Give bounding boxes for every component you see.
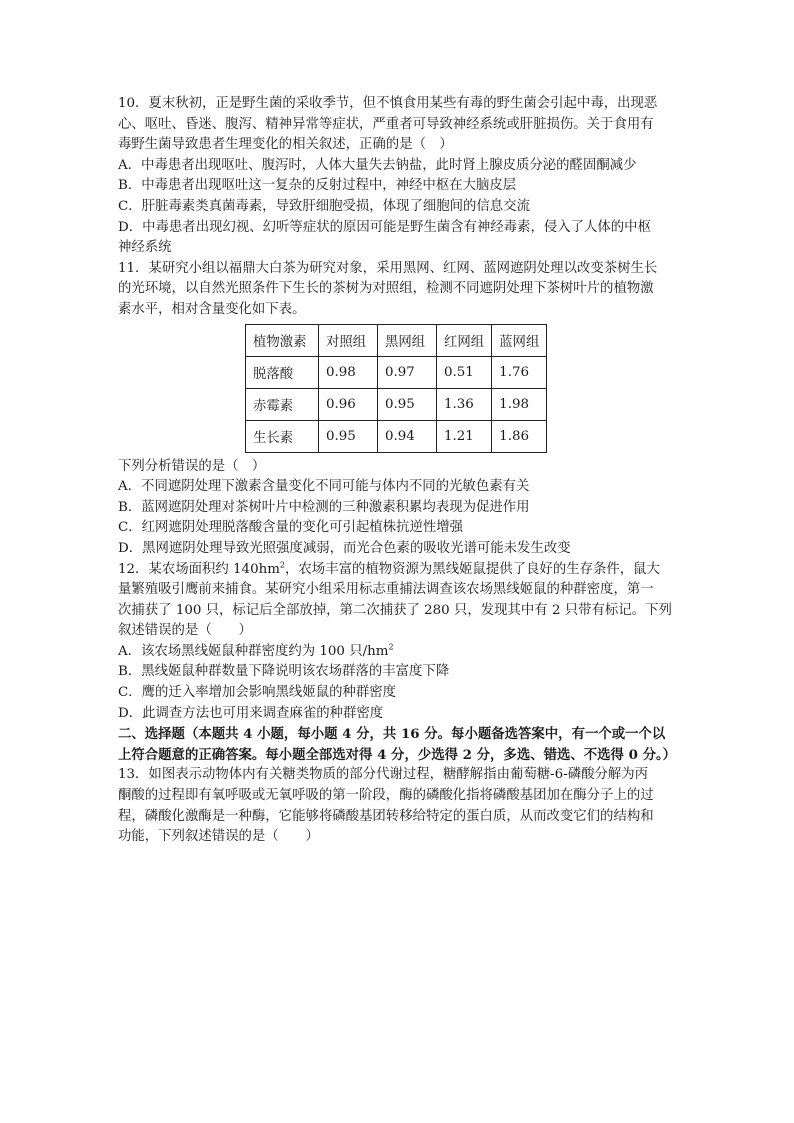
section-2-line-2: 上符合题意的正确答案。每小题全部选对得 4 分，少选得 2 分，多选、错选、不选得 0 分。）	[118, 746, 677, 763]
table-cell: 生长素	[246, 420, 319, 452]
question-10	[118, 94, 678, 259]
table-header-row	[246, 324, 547, 356]
table-header-cell: 植物激素	[246, 324, 319, 356]
q11-option-b: B．蓝网遮阴处理对茶树叶片中检测的三种激素积累均表现为促进作用	[118, 499, 530, 515]
q12-option-d: D．此调查方法也可用来调查麻雀的种群密度	[118, 705, 384, 721]
q12-line-1-tail: ，农场丰富的植物资源为黑线姬鼠提供了良好的生存条件，鼠大	[285, 561, 660, 577]
question-11	[118, 259, 678, 560]
table-cell: 0.51	[437, 356, 492, 388]
q10-line-3: 毒野生菌导致患者生理变化的相关叙述，正确的是（ ）	[118, 137, 453, 153]
question-12	[118, 560, 678, 725]
table-cell: 0.97	[378, 356, 437, 388]
table-cell: 0.95	[319, 420, 378, 452]
table-cell: 赤霉素	[246, 388, 319, 420]
q11-option-c: C．红网遮阴处理脱落酸含量的变化可引起植株抗逆性增强	[118, 520, 464, 536]
q11-line-1: 11．某研究小组以福鼎大白茶为研究对象，采用黑网、红网、蓝网遮阴处理以改变茶树生长	[118, 260, 658, 276]
table-header-cell: 红网组	[437, 324, 492, 356]
q11-line-3: 素水平，相对含量变化如下表。	[118, 301, 306, 317]
q10-line-2: 心、呕吐、昏迷、腹泻、精神异常等症状，严重者可导致神经系统或肝脏损伤。关于食用有	[118, 116, 654, 132]
table-row	[246, 388, 547, 420]
q12-option-a-text: A．该农场黑线姬鼠种群密度约为 100 只/hm	[118, 643, 389, 659]
table-cell: 1.36	[437, 388, 492, 420]
q12-option-a	[118, 642, 678, 663]
q10-option-d: D．中毒患者出现幻视、幻听等症状的原因可能是野生菌含有神经毒素，侵入了人体的中枢	[118, 219, 651, 235]
table-row	[246, 420, 547, 452]
q10-option-c: C．肝脏毒素类真菌毒素，导致肝细胞受损，体现了细胞间的信息交流	[118, 198, 530, 214]
q12-line-1	[118, 560, 678, 581]
q10-option-b: B．中毒患者出现呕吐这一复杂的反射过程中，神经中枢在大脑皮层	[118, 178, 517, 194]
table-cell: 1.76	[492, 356, 547, 388]
exam-page	[118, 94, 678, 848]
q13-line-3: 程，磷酸化激酶是一种酶，它能够将磷酸基团转移给特定的蛋白质，从而改变它们的结构和	[118, 808, 654, 824]
section-2-line-1: 二、选择题（本题共 4 小题，每小题 4 分，共 16 分。每小题备选答案中，有一个或一个以	[118, 726, 666, 743]
q13-line-4: 功能，下列叙述错误的是（ ）	[118, 829, 319, 845]
table-cell: 1.98	[492, 388, 547, 420]
q10-option-d-cont: 神经系统	[118, 240, 172, 256]
table-cell: 0.95	[378, 388, 437, 420]
table-cell: 1.21	[437, 420, 492, 452]
q10-option-a: A．中毒患者出现呕吐、腹泻时，人体大量失去钠盐，此时肾上腺皮质分泌的醛固酮减少	[118, 157, 637, 173]
table-cell: 脱落酸	[246, 356, 319, 388]
table-header-cell: 蓝网组	[492, 324, 547, 356]
q12-line-2: 量繁殖吸引鹰前来捕食。某研究小组采用标志重捕法调查该农场黑线姬鼠的种群密度，第一	[118, 582, 654, 598]
q11-option-d: D．黑网遮阴处理导致光照强度减弱，而光合色素的吸收光谱可能未发生改变	[118, 540, 571, 556]
q12-line-4: 叙述错误的是（ ）	[118, 623, 252, 639]
table-cell: 0.94	[378, 420, 437, 452]
q12-option-b: B．黑线姬鼠种群数量下降说明该农场群落的丰富度下降	[118, 664, 450, 680]
table-cell: 0.98	[319, 356, 378, 388]
question-13	[118, 765, 678, 847]
table-header-cell: 黑网组	[378, 324, 437, 356]
q11-line-2: 的光环境，以自然光照条件下生长的茶树为对照组，检测不同遮阴处理下茶树叶片的植物激	[118, 281, 654, 297]
superscript: 2	[388, 642, 394, 652]
table-header-cell: 对照组	[319, 324, 378, 356]
q12-line-1-text: 12．某农场面积约 140hm	[118, 561, 280, 577]
hormone-table	[245, 324, 547, 453]
superscript: 2	[279, 560, 286, 570]
section-2-heading	[118, 724, 678, 765]
table-cell: 0.96	[319, 388, 378, 420]
q11-stem: 下列分析错误的是（ ）	[118, 458, 266, 474]
table-cell: 1.86	[492, 420, 547, 452]
q12-option-c: C．鹰的迁入率增加会影响黑线姬鼠的种群密度	[118, 685, 397, 701]
q13-line-2: 酮酸的过程即有氧呼吸或无氧呼吸的第一阶段，酶的磷酸化指将磷酸基团加在酶分子上的过	[118, 788, 654, 804]
q12-line-3: 次捕获了 100 只，标记后全部放掉，第二次捕获了 280 只，发现其中有 2 只带有标记。下列	[118, 602, 672, 618]
table-row	[246, 356, 547, 388]
q13-line-1: 13．如图表示动物体内有关糖类物质的部分代谢过程，糖酵解指由葡萄糖-6-磷酸分解为丙	[118, 767, 649, 783]
q10-line-1: 10．夏末秋初，正是野生菌的采收季节，但不慎食用某些有毒的野生菌会引起中毒，出现恶	[118, 96, 658, 111]
q11-option-a: A．不同遮阴处理下激素含量变化不同可能与体内不同的光敏色素有关	[118, 479, 530, 495]
